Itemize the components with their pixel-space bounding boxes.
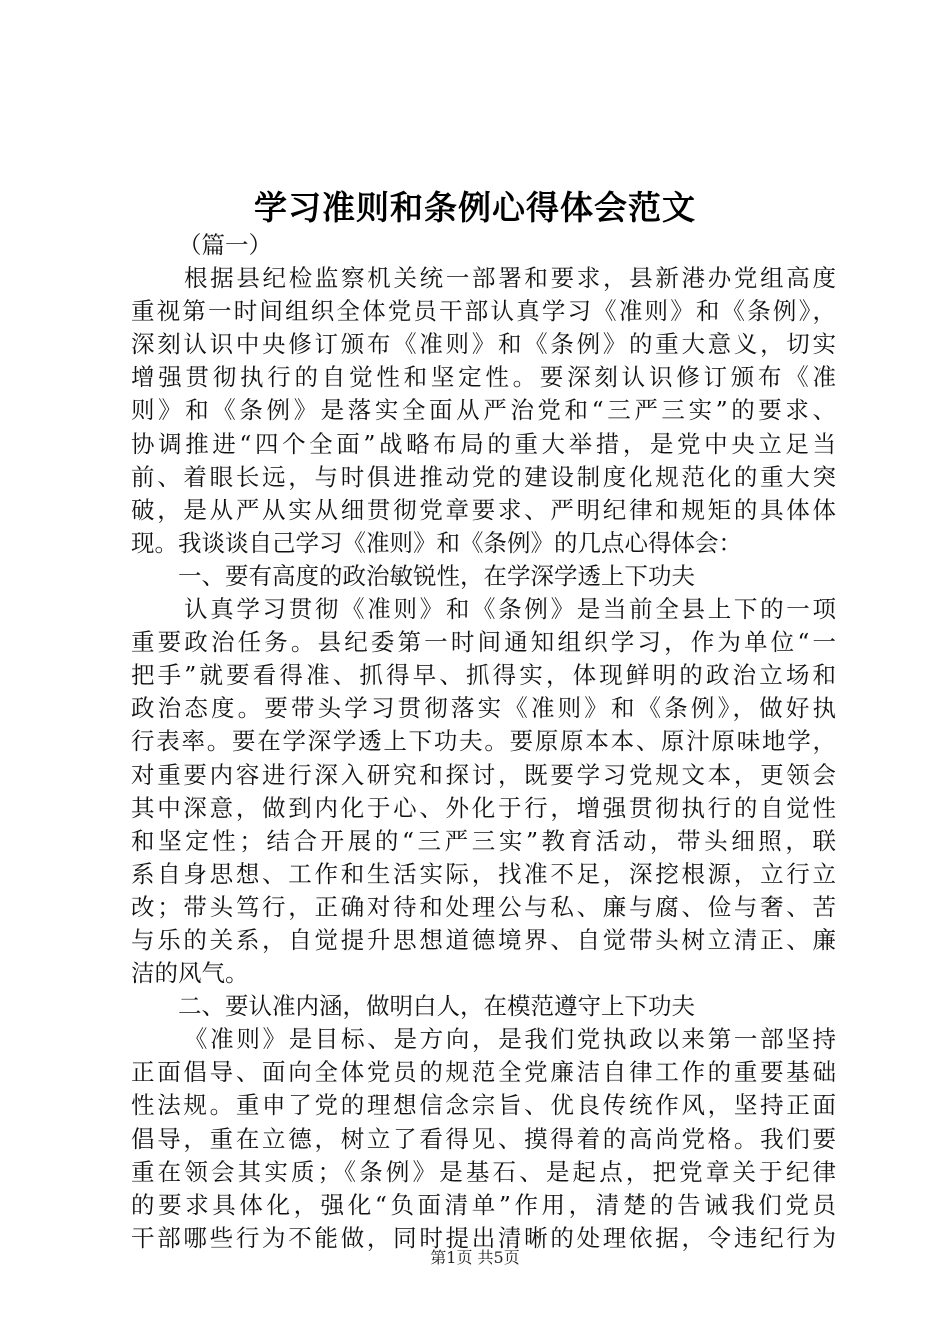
paragraph-line: 对重要内容进行深入研究和探讨，既要学习党规文本，更领会	[131, 760, 836, 789]
paragraph-line: 正面倡导、面向全体党员的规范全党廉洁自律工作的重要基础	[131, 1058, 836, 1087]
paragraph-line: 增强贯彻执行的自觉性和坚定性。要深刻认识修订颁布《准	[131, 363, 836, 392]
paragraph-line: 根据县纪检监察机关统一部署和要求，县新港办党组高度	[184, 264, 836, 293]
page-footer: 第1页 共5页	[430, 1248, 520, 1267]
paragraph-line: 重要政治任务。县纪委第一时间通知组织学习，作为单位“一	[131, 628, 836, 657]
paragraph-line: 洁的风气。	[131, 959, 249, 988]
document-body	[131, 229, 836, 1255]
paragraph-line: 协调推进“四个全面”战略布局的重大举措，是党中央立足当	[131, 429, 836, 458]
section-heading: 二、要认准内涵，做明白人，在模范遵守上下功夫	[178, 992, 695, 1021]
paragraph-line: 现。我谈谈自己学习《准则》和《条例》的几点心得体会：	[131, 528, 742, 557]
paragraph-line: 深刻认识中央修订颁布《准则》和《条例》的重大意义，切实	[131, 330, 836, 359]
paragraph-line: 把手”就要看得准、抓得早、抓得实，体现鲜明的政治立场和	[131, 661, 836, 690]
paragraph-line: 破，是从严从实从细贯彻党章要求、严明纪律和规矩的具体体	[131, 495, 836, 524]
paragraph-line: 行表率。要在学深学透上下功夫。要原原本本、原汁原味地学，	[131, 727, 836, 756]
paragraph-line: 认真学习贯彻《准则》和《条例》是当前全县上下的一项	[184, 595, 836, 624]
paragraph-line: 《准则》是目标、是方向，是我们党执政以来第一部坚持	[184, 1025, 836, 1054]
paragraph-line: 系自身思想、工作和生活实际，找准不足，深挖根源，立行立	[131, 859, 836, 888]
paragraph-line: 前、着眼长远，与时俱进推动党的建设制度化规范化的重大突	[131, 462, 836, 491]
paragraph-line: 则》和《条例》是落实全面从严治党和“三严三实”的要求、	[131, 396, 836, 425]
section-label: （篇一）	[178, 231, 272, 259]
paragraph-line: 其中深意，做到内化于心、外化于行，增强贯彻执行的自觉性	[131, 793, 836, 822]
paragraph-line: 的要求具体化，强化“负面清单”作用，清楚的告诫我们党员	[131, 1190, 836, 1219]
paragraph-line: 倡导，重在立德，树立了看得见、摸得着的高尚党格。我们要	[131, 1124, 836, 1153]
section-heading: 一、要有高度的政治敏锐性，在学深学透上下功夫	[178, 561, 695, 590]
paragraph-line: 重在领会其实质；《条例》是基石、是起点，把党章关于纪律	[131, 1157, 836, 1186]
paragraph-line: 政治态度。要带头学习贯彻落实《准则》和《条例》，做好执	[131, 694, 836, 723]
paragraph-line: 改；带头笃行，正确对待和处理公与私、廉与腐、俭与奢、苦	[131, 892, 836, 921]
paragraph-line: 和坚定性；结合开展的“三严三实”教育活动，带头细照，联	[131, 826, 836, 855]
paragraph-line: 重视第一时间组织全体党员干部认真学习《准则》和《条例》，	[131, 297, 836, 326]
paragraph-line: 性法规。重申了党的理想信念宗旨、优良传统作风，坚持正面	[131, 1091, 836, 1120]
paragraph-line: 与乐的关系，自觉提升思想道德境界、自觉带头树立清正、廉	[131, 925, 836, 954]
paragraph-line: 干部哪些行为不能做，同时提出清晰的处理依据，令违纪行为	[131, 1223, 836, 1252]
document-title: 学习准则和条例心得体会范文	[254, 188, 696, 227]
